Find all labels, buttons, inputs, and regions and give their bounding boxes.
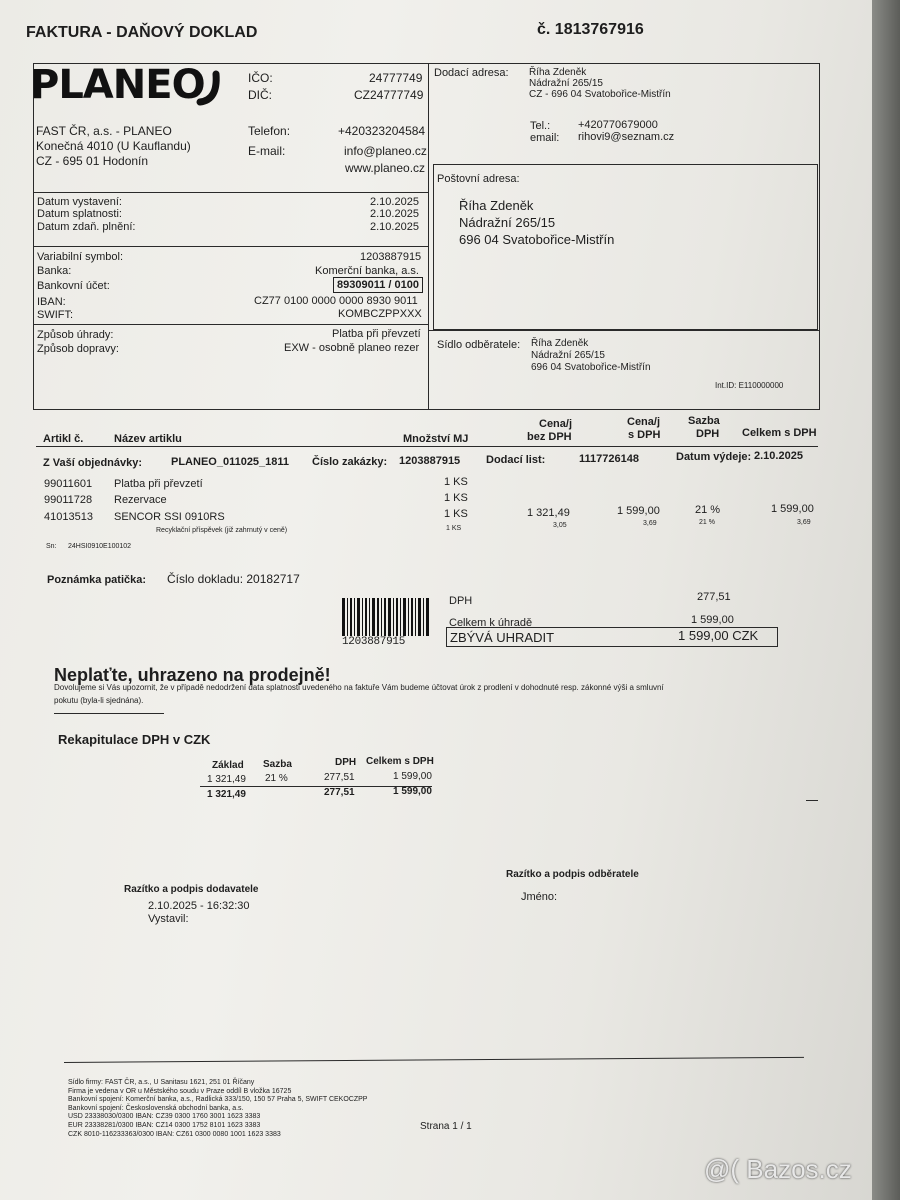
legal-footer — [68, 1079, 367, 1139]
customer-seat-street: Nádražní 265/15 — [531, 350, 605, 361]
item-name: SENCOR SSI 0910RS — [114, 511, 225, 523]
supplier-timestamp: 2.10.2025 - 16:32:30 — [148, 900, 250, 912]
dic-label: DIČ: — [248, 88, 272, 102]
recycle-total: 3,69 — [797, 519, 811, 526]
delivery-address-label: Dodací adresa: — [434, 67, 509, 79]
invoice-number: č. 1813767916 — [537, 21, 644, 38]
item-total: 1 599,00 — [771, 503, 814, 515]
divider-method — [33, 324, 429, 325]
legal-line-2: Firma je vedena v OR u Městského soudu v Praze oddíl B vložka 16725 — [68, 1087, 292, 1095]
delivery-method-label: Způsob dopravy: — [37, 343, 119, 355]
table-header-rule — [36, 446, 818, 447]
legal-line-3: Bankovní spojení: Komerční banka, a.s., Radlická 333/150, 150 57 Praha 5, SWIFT CEKOCZPP — [68, 1096, 368, 1104]
vat-recap-title: Rekapitulace DPH v CZK — [58, 732, 211, 747]
issue-out-value: 2.10.2025 — [754, 450, 803, 462]
delivery-email-label: email: — [530, 132, 560, 144]
legal-line-1: Sídlo firmy: FAST ČR, a.s., U Sanitasu 1621, 251 01 Říčany — [68, 1079, 255, 1086]
col-price-excl-2: bez DPH — [527, 431, 572, 443]
col-name: Název artiklu — [114, 433, 182, 445]
issue-date: 2.10.2025 — [370, 196, 419, 208]
postal-street: Nádražní 265/15 — [459, 215, 556, 230]
tax-date-label: Datum zdaň. plnění: — [37, 221, 136, 233]
phone-label: Telefon: — [248, 124, 291, 138]
item-price-incl: 1 599,00 — [617, 505, 660, 517]
col-qty: Množství MJ — [403, 433, 469, 445]
item-price-excl: 1 321,49 — [527, 507, 570, 519]
payment-method-label: Způsob úhrady: — [37, 329, 114, 341]
postal-address-label: Poštovní adresa: — [437, 173, 520, 185]
item-code: 99011728 — [44, 494, 93, 506]
legal-line-6: EUR 23338281/0300 IBAN: CZ14 0300 1752 8101 1623 3383 — [68, 1121, 261, 1129]
due-date: 2.10.2025 — [370, 208, 419, 220]
contract-label: Číslo zakázky: — [312, 456, 388, 468]
postal-address-box — [433, 164, 818, 330]
delivery-email: rihovi9@seznam.cz — [578, 131, 675, 143]
bank-value: Komerční banka, a.s. — [315, 265, 419, 277]
page-counter: Strana 1 / 1 — [420, 1121, 472, 1132]
notice-text-line-1: Dovolujeme si Vás upozornit, že v případě nedodržení data splatnosti uvedeného na faktuře Vám budeme účtovat úrok z prodlení v dohodnuté resp. zákonné výši a smluvní — [54, 683, 664, 692]
postal-name: Říha Zdeněk — [459, 198, 534, 213]
total-value: 1 599,00 — [691, 614, 734, 626]
recycle-price-excl: 3,05 — [553, 522, 567, 529]
notice-title: Neplaťte, uhrazeno na prodejně! — [54, 665, 331, 685]
dic-value: CZ24777749 — [354, 88, 424, 102]
total-label: Celkem k úhradě — [449, 617, 533, 629]
delivery-note-label: Dodací list: — [486, 454, 546, 466]
recap-total: 1 599,00 — [393, 771, 432, 782]
total-dph-label: DPH — [449, 595, 473, 607]
swift-label: SWIFT: — [37, 309, 74, 321]
serial-label: Sn: — [46, 543, 57, 550]
planeo-logo: PLANEO — [30, 62, 205, 108]
order-label: Z Vaší objednávky: — [43, 457, 143, 469]
col-price-incl-2: s DPH — [628, 429, 661, 441]
notice-underline — [54, 713, 164, 714]
phone-value: +420323204584 — [338, 124, 426, 138]
delivery-tel: +420770679000 — [578, 119, 658, 131]
divider-dates — [33, 192, 429, 193]
col-price-incl-1: Cena/j — [627, 416, 661, 428]
item-qty: 1 KS — [444, 492, 468, 504]
account-label: Bankovní účet: — [37, 280, 110, 292]
recap-col-base: Základ — [212, 760, 244, 771]
customer-seat-city: 696 04 Svatobořice-Mistřín — [531, 362, 651, 373]
invoice-title: FAKTURA - DAŇOVÝ DOKLAD — [26, 24, 258, 41]
delivery-note-value: 1117726148 — [579, 453, 639, 465]
delivery-tel-label: Tel.: — [530, 120, 551, 132]
bank-label: Banka: — [37, 265, 72, 277]
vs-label: Variabilní symbol: — [37, 251, 123, 263]
remaining-value: 1 599,00 CZK — [678, 628, 759, 643]
payment-method: Platba při převzetí — [332, 328, 421, 340]
delivery-city: CZ - 696 04 Svatobořice-Mistřín — [529, 89, 671, 100]
ico-value: 24777749 — [369, 71, 423, 85]
col-price-excl-1: Cena/j — [539, 418, 573, 430]
serial-value: 24HSI0910E100102 — [68, 543, 132, 550]
remaining-label: ZBÝVÁ UHRADIT — [450, 630, 555, 645]
item-code: 41013513 — [44, 511, 93, 523]
swift-value: KOMBCZPPXXX — [338, 308, 422, 320]
customer-seat-name: Říha Zdeněk — [531, 338, 589, 349]
legal-line-7: CZK 8010-116233363/0300 IBAN: CZ61 0300 0080 1001 1623 3383 — [68, 1130, 281, 1138]
bazos-watermark: @( Bazos.cz — [704, 1154, 852, 1184]
delivery-method: EXW - osobně planeo rezer — [284, 342, 420, 354]
page-mark — [806, 800, 818, 801]
supplier-signature-label: Razítko a podpis dodavatele — [124, 884, 259, 895]
issue-date-label: Datum vystavení: — [37, 196, 122, 208]
issue-out-label: Datum výdeje: — [676, 451, 752, 463]
customer-name-label: Jméno: — [521, 891, 558, 903]
col-rate-1: Sazba — [688, 415, 720, 427]
total-dph-value: 277,51 — [697, 591, 731, 603]
customer-signature-label: Razítko a podpis odběratele — [506, 869, 639, 880]
vs-value: 1203887915 — [360, 251, 422, 263]
legal-line-4: Bankovní spojení: Československá obchodní banka, a.s. — [68, 1104, 244, 1112]
notice-text-line-2: pokutu (byla-li sjednána). — [54, 696, 144, 705]
planeo-logo-swoosh-icon — [170, 68, 224, 110]
seller-city: CZ - 695 01 Hodonín — [36, 154, 149, 168]
item-qty: 1 KS — [444, 508, 468, 520]
item-name: Platba při převzetí — [114, 478, 203, 490]
email-value[interactable]: info@planeo.cz — [344, 144, 427, 158]
item-code: 99011601 — [44, 478, 93, 490]
col-rate-2: DPH — [696, 428, 720, 440]
order-value: PLANEO_011025_1811 — [171, 456, 290, 468]
divider-payment — [33, 246, 429, 247]
recycle-price-incl: 3,69 — [643, 520, 657, 527]
item-name: Rezervace — [114, 494, 167, 506]
recycle-qty: 1 KS — [446, 525, 462, 532]
due-date-label: Datum splatnosti: — [37, 208, 122, 220]
recap-sum-total: 1 599,00 — [393, 786, 432, 797]
barcode — [342, 598, 430, 650]
recap-base: 1 321,49 — [207, 774, 246, 785]
legal-line-5: USD 23338030/0300 IBAN: CZ39 0300 1760 3001 1623 3383 — [68, 1113, 261, 1121]
col-article: Artikl č. — [43, 433, 84, 445]
item-qty: 1 KS — [444, 476, 468, 488]
recap-dph: 277,51 — [324, 772, 355, 783]
web-value[interactable]: www.planeo.cz — [345, 161, 426, 175]
column-divider — [428, 64, 429, 409]
postal-city: 696 04 Svatobořice-Mistřín — [459, 232, 615, 247]
recycle-name: Recyklační příspěvek (již zahrnutý v ceně) — [156, 527, 288, 534]
item-rate: 21 % — [695, 504, 721, 516]
ico-label: IČO: — [248, 71, 273, 85]
email-label: E-mail: — [248, 144, 286, 158]
col-total: Celkem s DPH — [742, 427, 817, 439]
delivery-name: Říha Zdeněk — [529, 67, 587, 78]
recap-sum-dph: 277,51 — [324, 787, 355, 798]
recap-col-total: Celkem s DPH — [366, 756, 434, 767]
tax-date: 2.10.2025 — [370, 221, 419, 233]
recycle-rate: 21 % — [699, 519, 715, 526]
recap-rate: 21 % — [265, 773, 288, 784]
delivery-street: Nádražní 265/15 — [529, 78, 603, 89]
recap-col-dph: DPH — [335, 757, 357, 768]
customer-seat-label: Sídlo odběratele: — [437, 339, 521, 351]
customer-int-id: Int.ID: E110000000 — [715, 381, 784, 390]
recap-sum-base: 1 321,49 — [207, 789, 246, 800]
barcode-text: 1203887915 — [342, 636, 406, 648]
recap-col-rate: Sazba — [263, 759, 292, 770]
background-edge — [872, 0, 900, 1200]
iban-value: CZ77 0100 0000 0000 8930 9011 — [254, 295, 418, 307]
account-value: 89309011 / 0100 — [333, 277, 423, 293]
seller-street: Konečná 4010 (U Kauflandu) — [36, 139, 191, 153]
notice-text — [54, 683, 814, 705]
contract-value: 1203887915 — [399, 455, 461, 467]
footer-note-value: Číslo dokladu: 20182717 — [167, 572, 300, 586]
issued-by-label: Vystavil: — [148, 913, 189, 925]
iban-label: IBAN: — [37, 296, 66, 308]
footer-note-label: Poznámka patička: — [47, 574, 147, 586]
seller-name: FAST ČR, a.s. - PLANEO — [36, 124, 172, 138]
divider-seat — [429, 330, 819, 331]
